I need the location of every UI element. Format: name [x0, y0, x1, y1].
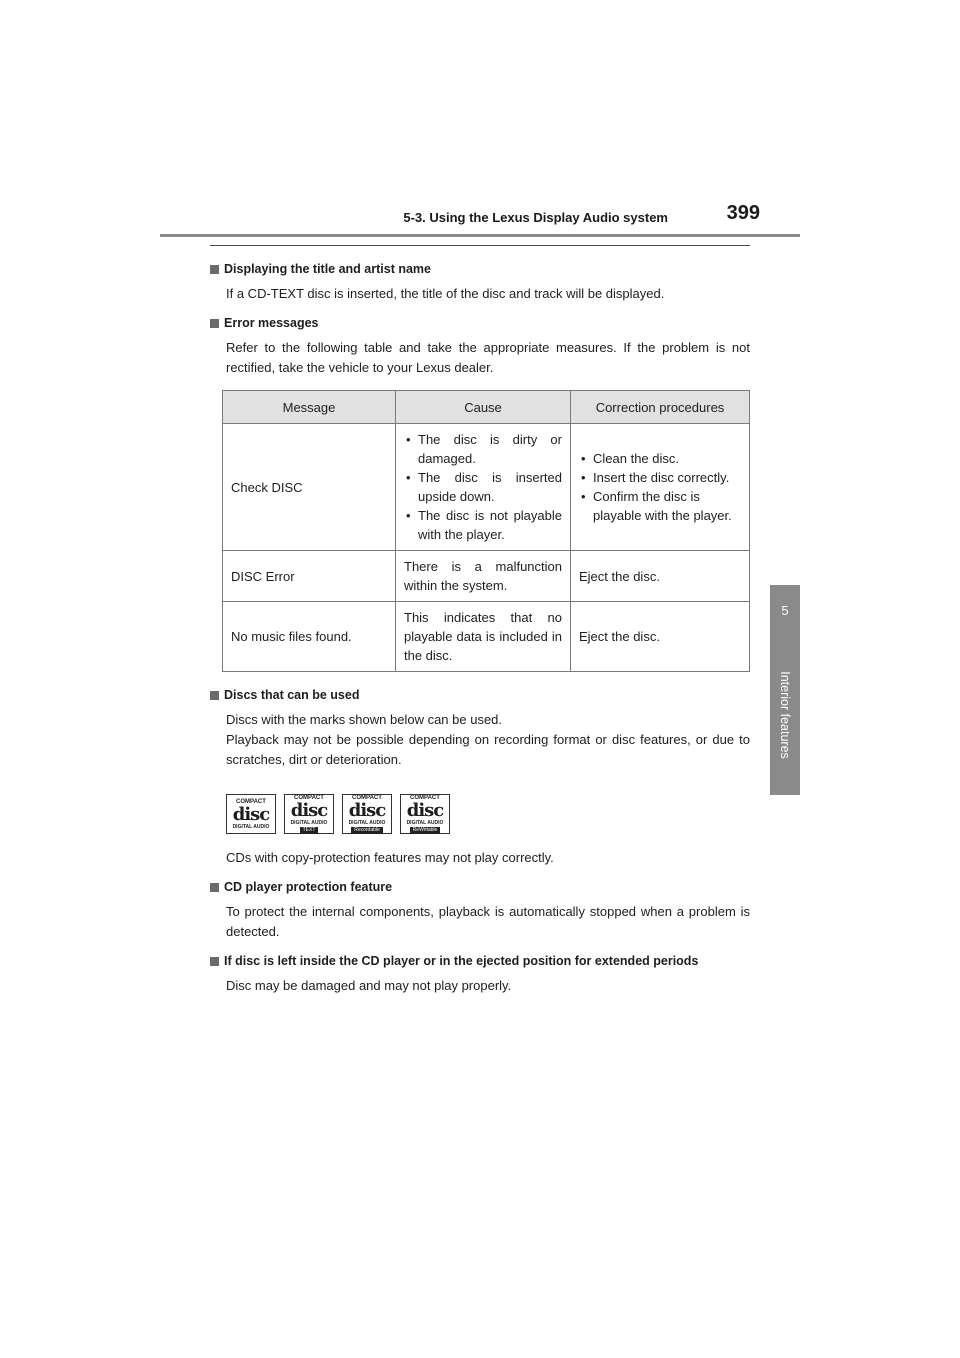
- correction-cell: [571, 424, 750, 551]
- correction-cell: Eject the disc.: [571, 602, 750, 672]
- page-header: [160, 200, 800, 237]
- list-item: • The disc is inserted upside down.: [404, 468, 562, 506]
- compact-disc-recordable-logo: COMPACT disc DIGITAL AUDIO Recordable: [342, 794, 392, 834]
- message-cell: Check DISC: [223, 424, 396, 551]
- section-heading: Displaying the title and artist name: [224, 262, 431, 276]
- section-heading: If disc is left inside the CD player or in the ejected position for extended periods: [224, 954, 699, 968]
- top-rule: [210, 245, 750, 246]
- chapter-number: 5: [781, 603, 789, 618]
- page-number: 399: [726, 202, 760, 224]
- section-error-messages: [210, 316, 750, 378]
- section-title-artist: [210, 262, 750, 304]
- column-header-cause: Cause: [396, 391, 571, 424]
- list-item: • Clean the disc.: [579, 449, 741, 468]
- section-heading: Error messages: [224, 316, 319, 330]
- disc-logos: [226, 794, 750, 834]
- page-content: [210, 262, 750, 1008]
- error-table: [222, 390, 750, 672]
- section-heading: CD player protection feature: [224, 880, 393, 894]
- cause-cell: There is a malfunction within the system.: [396, 551, 571, 602]
- section-text: Discs with the marks shown below can be used.: [226, 712, 503, 727]
- section-text: Disc may be damaged and may not play properly.: [226, 978, 512, 993]
- section-text: Refer to the following table and take the appropriate measures. If the problem is not rectified, take the vehicle to your Lexus dealer.: [226, 340, 750, 375]
- section-text: Playback may not be possible depending on recording format or disc features, or due to scratches, dirt or deterioration.: [226, 732, 750, 767]
- section-protection: [210, 880, 750, 942]
- message-cell: DISC Error: [223, 551, 396, 602]
- compact-disc-text-logo: COMPACT disc DIGITAL AUDIO TEXT: [284, 794, 334, 834]
- list-item: • Confirm the disc is playable with the player.: [579, 487, 741, 525]
- column-header-message: Message: [223, 391, 396, 424]
- compact-disc-rewritable-logo: COMPACT disc DIGITAL AUDIO ReWritable: [400, 794, 450, 834]
- chapter-tab: [770, 585, 800, 795]
- correction-cell: Eject the disc.: [571, 551, 750, 602]
- square-bullet-icon: [210, 265, 219, 274]
- square-bullet-icon: [210, 691, 219, 700]
- table-row: [223, 602, 750, 672]
- section-heading: Discs that can be used: [224, 688, 360, 702]
- square-bullet-icon: [210, 883, 219, 892]
- section-title: 5-3. Using the Lexus Display Audio system: [403, 210, 668, 225]
- section-discs: [210, 688, 750, 868]
- section-text: If a CD-TEXT disc is inserted, the title of the disc and track will be displayed.: [226, 286, 665, 301]
- section-text: To protect the internal components, playback is automatically stopped when a problem is detected.: [226, 904, 750, 939]
- section-text: CDs with copy-protection features may not play correctly.: [226, 850, 554, 865]
- chapter-label: Interior features: [778, 671, 792, 759]
- list-item: • The disc is not playable with the player.: [404, 506, 562, 544]
- compact-disc-logo: COMPACT disc DIGITAL AUDIO: [226, 794, 276, 834]
- column-header-correction: Correction procedures: [571, 391, 750, 424]
- cause-cell: This indicates that no playable data is included in the disc.: [396, 602, 571, 672]
- square-bullet-icon: [210, 957, 219, 966]
- table-row: [223, 551, 750, 602]
- section-left-inside: [210, 954, 750, 996]
- table-row: [223, 424, 750, 551]
- square-bullet-icon: [210, 319, 219, 328]
- list-item: • Insert the disc correctly.: [579, 468, 741, 487]
- cause-cell: [396, 424, 571, 551]
- message-cell: No music files found.: [223, 602, 396, 672]
- list-item: • The disc is dirty or damaged.: [404, 430, 562, 468]
